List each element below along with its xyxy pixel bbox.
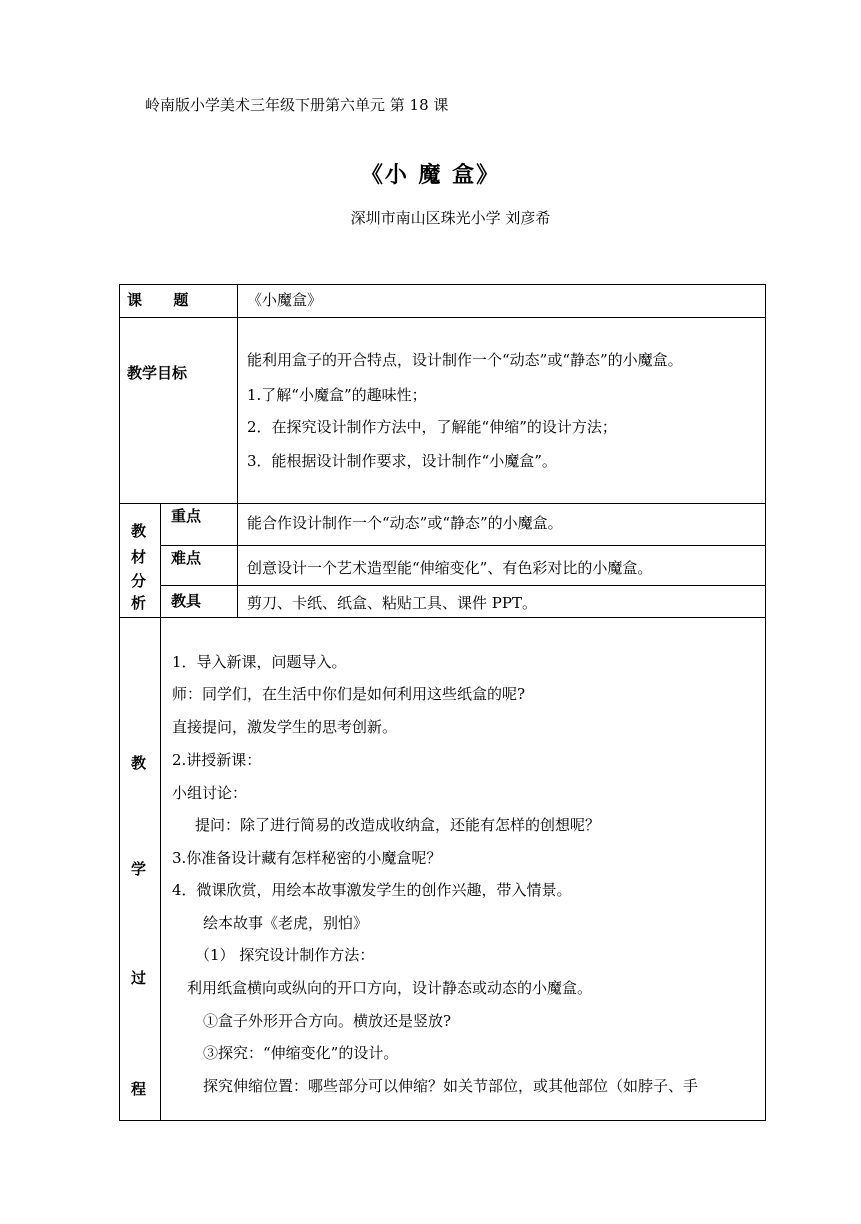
row-divider xyxy=(119,617,766,618)
process-line: 3.你准备设计藏有怎样秘密的小魔盒呢？ xyxy=(172,849,442,867)
process-label-char: 学 xyxy=(131,860,147,878)
process-line: ①盒子外形开合方向。横放还是竖放? xyxy=(203,1012,452,1030)
process-line: （1） 探究设计制作方法： xyxy=(195,946,375,964)
topic-label: 课 题 xyxy=(127,291,189,309)
author-line: 深圳市南山区珠光小学 刘彦希 xyxy=(350,209,551,227)
table-border-top xyxy=(119,284,766,285)
process-line: 利用纸盒横向或纵向的开口方向，设计静态或动态的小魔盒。 xyxy=(187,979,593,997)
process-line: 师：同学们，在生活中你们是如何利用这些纸盒的呢? xyxy=(172,685,526,703)
analysis-label-char: 析 xyxy=(131,594,147,612)
process-line: 4．微课欣赏，用绘本故事激发学生的创作兴趣，带入情景。 xyxy=(172,881,572,899)
topic-value: 《小魔盒》 xyxy=(247,291,323,309)
row-divider xyxy=(119,503,766,504)
goal-line: 3．能根据设计制作要求，设计制作“小魔盒”。 xyxy=(247,452,557,470)
row-divider xyxy=(160,545,766,546)
analysis-label-char: 分 xyxy=(131,572,147,590)
goal-label: 教学目标 xyxy=(127,364,188,382)
table-border-right xyxy=(765,284,766,1121)
row-divider xyxy=(119,317,766,318)
process-line: 2.讲授新课： xyxy=(172,751,262,769)
table-border-bottom xyxy=(119,1120,766,1121)
lesson-title: 《小 魔 盒》 xyxy=(360,162,501,188)
key-value: 能合作设计制作一个“动态”或“静态”的小魔盒。 xyxy=(247,514,563,532)
table-border-left xyxy=(119,284,120,1121)
process-label-char: 教 xyxy=(131,754,147,772)
goal-line: 1.了解“小魔盒”的趣味性； xyxy=(247,386,427,404)
process-line: 小组讨论： xyxy=(172,784,248,802)
lesson-plan-table xyxy=(119,284,766,1121)
row-divider xyxy=(160,585,766,586)
lesson-header: 岭南版小学美术三年级下册第六单元 第 18 课 xyxy=(145,96,449,114)
goal-line: 2．在探究设计制作方法中，了解能“伸缩”的设计方法； xyxy=(247,418,617,436)
process-label-char: 程 xyxy=(131,1080,147,1098)
process-line: 探究伸缩位置：哪些部分可以伸缩？如关节部位，或其他部位（如脖子、手 xyxy=(203,1077,699,1095)
tools-label: 教具 xyxy=(171,592,202,610)
tools-value: 剪刀、卡纸、纸盒、粘贴工具、课件 PPT。 xyxy=(247,594,537,612)
analysis-label-char: 教 xyxy=(131,522,147,540)
analysis-label-char: 材 xyxy=(131,548,147,566)
column-divider xyxy=(237,284,238,617)
difficulty-label: 难点 xyxy=(171,549,202,567)
process-line: 1．导入新课，问题导入。 xyxy=(172,653,347,671)
process-line: 直接提问，激发学生的思考创新。 xyxy=(172,718,398,736)
difficulty-value: 创意设计一个艺术造型能“伸缩变化”、有色彩对比的小魔盒。 xyxy=(247,559,653,577)
goal-line: 能利用盒子的开合特点，设计制作一个“动态”或“静态”的小魔盒。 xyxy=(247,351,683,369)
process-line: ③探究：“伸缩变化”的设计。 xyxy=(203,1044,399,1062)
process-line: 绘本故事《老虎，别怕》 xyxy=(203,914,369,932)
process-label-char: 过 xyxy=(131,969,147,987)
column-divider xyxy=(160,503,161,1121)
process-line: 提问：除了进行简易的改造成收纳盒，还能有怎样的创想呢？ xyxy=(195,816,601,834)
key-label: 重点 xyxy=(171,507,202,525)
